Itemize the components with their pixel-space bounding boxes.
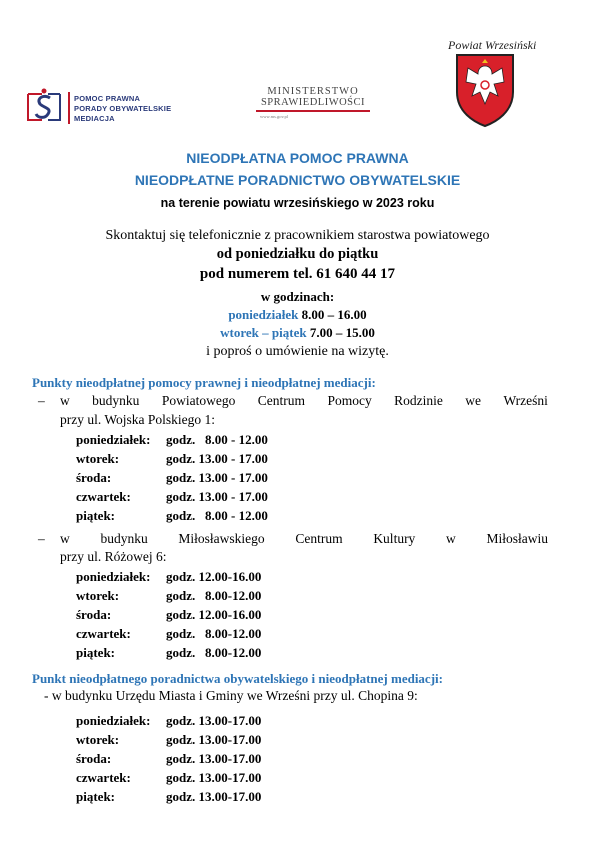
ministry-line-1: MINISTERSTWO <box>267 86 359 97</box>
location2-dash: – <box>38 531 45 546</box>
location1-word: we <box>465 393 482 408</box>
schedule-day: czwartek: <box>76 770 131 785</box>
schedule-hours: godz. 13.00-17.00 <box>166 751 262 766</box>
ministry-logo <box>248 86 378 126</box>
contact-mon-hours: 8.00 – 16.00 <box>301 307 367 322</box>
schedule-day: poniedziałek: <box>76 569 151 584</box>
schedule-row <box>76 430 268 449</box>
contact-line-2: od poniedziałku do piątku <box>216 246 379 262</box>
contact-line-1: Skontaktuj się telefonicznie z pracownikiem starostwa powiatowego <box>105 228 490 243</box>
schedule-hours: godz. 12.00-16.00 <box>166 569 262 584</box>
schedule-hours: godz. 8.00-12.00 <box>166 645 262 660</box>
schedule-hours: godz. 13.00-17.00 <box>166 789 262 804</box>
county-label: Powiat Wrzesiński <box>448 38 537 52</box>
location1-word: Centrum <box>257 393 306 408</box>
title-line-2: NIEODPŁATNE PORADNICTWO OBYWATELSKIE <box>134 172 461 188</box>
schedule-hours: godz. 8.00 - 12.00 <box>166 432 268 447</box>
schedule-row <box>76 605 261 624</box>
contact-tue-fri-hours: 7.00 – 15.00 <box>309 325 375 340</box>
contact-phone: pod numerem tel. 61 640 44 17 <box>199 266 396 282</box>
schedule-day: poniedziałek: <box>76 713 151 728</box>
contact-tue-fri-label: wtorek – piątek <box>220 325 307 340</box>
schedule-hours: godz. 13.00-17.00 <box>166 770 262 785</box>
pomoc-prawna-emblem-icon <box>22 86 66 128</box>
schedule-row <box>76 624 261 643</box>
section2-heading: Punkt nieodpłatnego poradnictwa obywatelskiego i nieodpłatnej mediacji: <box>32 671 443 686</box>
location2-word: w <box>446 531 456 546</box>
location1-address: przy ul. Wojska Polskiego 1: <box>60 412 216 427</box>
schedule-day: środa: <box>76 470 112 485</box>
location2-word: Kultury <box>373 531 416 546</box>
schedule-day: czwartek: <box>76 489 131 504</box>
title-line-1: NIEODPŁATNA POMOC PRAWNA <box>186 150 409 166</box>
contact-mon <box>0 307 595 323</box>
schedule-day: poniedziałek: <box>76 432 151 447</box>
location1-word: w <box>60 393 70 408</box>
section2-schedule <box>76 711 261 806</box>
ministry-line-2: SPRAWIEDLIWOŚCI <box>260 97 366 108</box>
section1-heading: Punkty nieodpłatnej pomocy prawnej i nieodpłatnej mediacji: <box>32 375 376 390</box>
schedule-row <box>76 468 268 487</box>
schedule-row <box>76 711 261 730</box>
location1-dash: – <box>38 393 45 408</box>
schedule-row <box>76 749 261 768</box>
location1-line <box>60 393 548 409</box>
location2-word: w <box>60 531 70 546</box>
schedule-row <box>76 487 268 506</box>
location2-word: budynku <box>100 531 148 546</box>
section2-location: - w budynku Urzędu Miasta i Gminy we Wrześni przy ul. Chopina 9: <box>44 688 418 703</box>
schedule-day: środa: <box>76 607 112 622</box>
county-crest-icon <box>454 52 516 128</box>
ministry-url: www.ms.gov.pl <box>260 114 289 119</box>
schedule-row <box>76 730 261 749</box>
logo-line-2: PORADY OBYWATELSKIE <box>74 104 172 113</box>
schedule-row <box>76 567 261 586</box>
pomoc-prawna-logo-text <box>74 94 171 124</box>
contact-tue-fri <box>0 325 595 341</box>
title-line-3: na terenie powiatu wrzesińskiego w 2023 roku <box>160 196 435 210</box>
schedule-hours: godz. 12.00-16.00 <box>166 607 262 622</box>
schedule-row <box>76 506 268 525</box>
location2-address: przy ul. Różowej 6: <box>60 549 167 564</box>
logo-line-1: POMOC PRAWNA <box>74 94 141 103</box>
location2-word: Miłosławiu <box>486 531 548 546</box>
schedule-hours: godz. 13.00-17.00 <box>166 732 262 747</box>
schedule-day: środa: <box>76 751 112 766</box>
logo-divider <box>68 92 70 124</box>
schedule-row <box>76 768 261 787</box>
schedule-row <box>76 586 261 605</box>
location1-schedule <box>76 430 268 525</box>
location1-word: Pomocy <box>327 393 372 408</box>
contact-mon-label: poniedziałek <box>228 307 299 322</box>
contact-line-7: i poproś o umówienie na wizytę. <box>206 344 389 359</box>
location1-word: Wrześni <box>503 393 548 408</box>
schedule-day: wtorek: <box>76 732 120 747</box>
location1-word: Rodzinie <box>394 393 443 408</box>
schedule-hours: godz. 13.00 - 17.00 <box>166 470 268 485</box>
schedule-hours: godz. 8.00-12.00 <box>166 588 262 603</box>
location2-line <box>60 531 548 547</box>
schedule-day: czwartek: <box>76 626 131 641</box>
logo-line-3: MEDIACJA <box>74 114 115 123</box>
schedule-hours: godz. 8.00-12.00 <box>166 626 262 641</box>
schedule-row <box>76 643 261 662</box>
schedule-day: wtorek: <box>76 588 120 603</box>
schedule-hours: godz. 13.00 - 17.00 <box>166 489 268 504</box>
location2-word: Miłosławskiego <box>178 531 265 546</box>
schedule-day: piątek: <box>76 645 115 660</box>
schedule-row <box>76 787 261 806</box>
ministry-red-line <box>256 110 370 112</box>
schedule-day: piątek: <box>76 789 115 804</box>
schedule-hours: godz. 13.00-17.00 <box>166 713 262 728</box>
schedule-hours: godz. 8.00 - 12.00 <box>166 508 268 523</box>
schedule-row <box>76 449 268 468</box>
pomoc-prawna-logo <box>22 86 202 128</box>
contact-line-4: w godzinach: <box>260 289 335 304</box>
location1-word: budynku <box>92 393 140 408</box>
schedule-hours: godz. 13.00 - 17.00 <box>166 451 268 466</box>
schedule-day: piątek: <box>76 508 115 523</box>
location2-schedule <box>76 567 261 662</box>
location2-word: Centrum <box>295 531 343 546</box>
location1-word: Powiatowego <box>161 393 236 408</box>
schedule-day: wtorek: <box>76 451 120 466</box>
